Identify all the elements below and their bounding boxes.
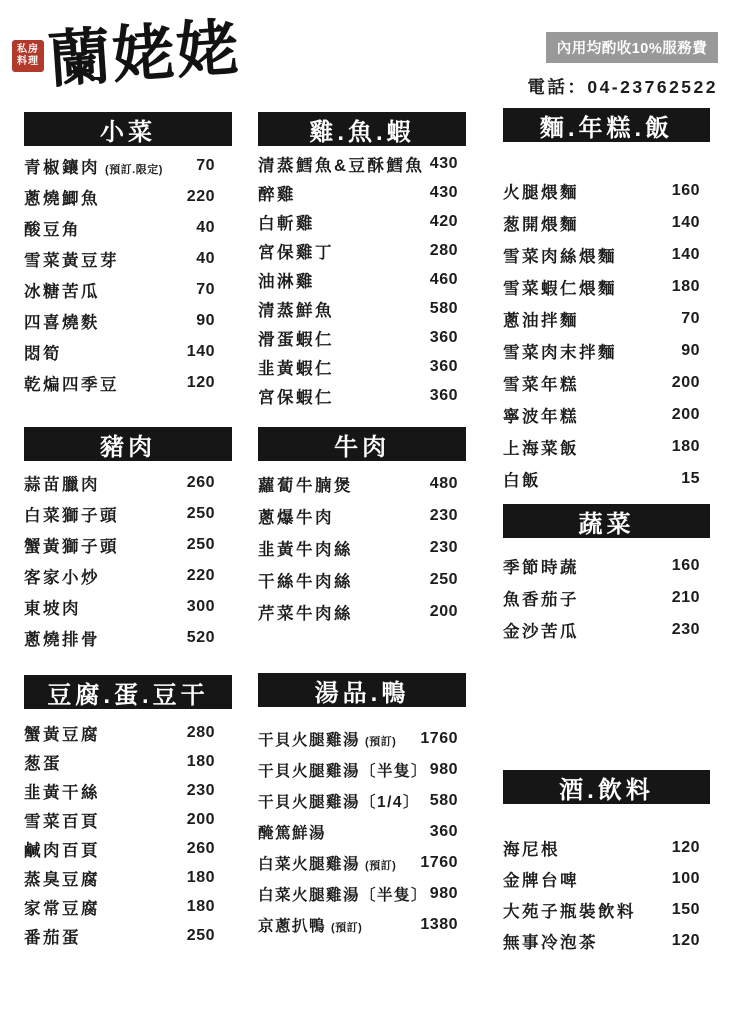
item-price: 1760 — [420, 853, 458, 871]
menu-item-row — [503, 894, 700, 925]
item-name: 青椒鑲肉 (預訂.限定) — [24, 158, 163, 177]
item-name: 鹹肉百頁 — [24, 841, 100, 860]
item-price: 580 — [429, 791, 458, 809]
item-price: 250 — [186, 535, 215, 553]
section-title: 牛肉 — [334, 433, 390, 461]
section-title: 豬肉 — [100, 433, 156, 461]
item-price: 70 — [196, 280, 215, 298]
item-name: 蔥油拌麵 — [503, 312, 579, 330]
menu-item-row — [503, 863, 700, 894]
item-name: 宮保雞丁 — [258, 243, 334, 262]
menu-item-row — [503, 207, 700, 239]
section-header-bar — [258, 112, 466, 146]
item-price: 230 — [429, 539, 458, 556]
menu-section-appetizers — [24, 112, 215, 398]
item-price: 430 — [429, 154, 458, 172]
menu-item-row — [258, 178, 458, 207]
menu-item-row — [503, 614, 700, 646]
section-header-bar — [503, 770, 710, 804]
section-header-bar — [24, 112, 232, 146]
item-name: 番茄蛋 — [24, 928, 81, 947]
menu-item-row — [24, 718, 215, 747]
menu-item-row — [258, 500, 458, 532]
item-name: 白斬雞 — [258, 214, 315, 233]
menu-item-row — [24, 622, 215, 653]
item-name: 葱開煨麵 — [503, 216, 579, 234]
item-name: 大苑子瓶裝飲料 — [503, 902, 636, 921]
item-price: 250 — [186, 504, 215, 522]
section-header-bar — [503, 108, 710, 142]
section-title: 蔬菜 — [578, 510, 635, 538]
menu-item-row — [24, 560, 215, 591]
section-title: 湯品.鴨 — [314, 679, 410, 707]
menu-item-row — [503, 832, 700, 863]
menu-item-row — [258, 785, 458, 816]
phone-number: 電話：04-23762522 — [527, 77, 718, 97]
item-name: 干絲牛肉絲 — [258, 573, 353, 591]
item-price: 260 — [186, 839, 215, 857]
menu-section-tofu-egg — [24, 675, 215, 950]
item-price: 120 — [671, 838, 700, 856]
item-price: 460 — [429, 270, 458, 288]
item-price: 180 — [671, 438, 700, 455]
menu-item-row — [503, 463, 700, 495]
menu-item-row — [24, 212, 215, 243]
item-name: 酸豆角 — [24, 220, 81, 239]
section-item-list — [503, 550, 700, 646]
menu-item-row — [258, 381, 458, 410]
item-price: 180 — [186, 752, 215, 770]
item-name: 雪菜蝦仁煨麵 — [503, 280, 617, 298]
item-note: (預訂) — [365, 735, 397, 748]
menu-item-row — [24, 805, 215, 834]
item-price: 180 — [671, 278, 700, 295]
menu-column-left — [24, 0, 215, 950]
item-note: (預訂) — [365, 859, 397, 872]
item-name: 蔥燒排骨 — [24, 630, 100, 649]
item-name: 蘿蔔牛腩煲 — [258, 477, 353, 495]
menu-item-row — [24, 892, 215, 921]
menu-item-row — [24, 776, 215, 805]
item-name: 蒜苗臘肉 — [24, 475, 100, 494]
menu-item-row — [24, 921, 215, 950]
section-item-list — [503, 832, 700, 956]
item-name: 白菜火腿雞湯 (預訂) — [258, 855, 397, 873]
item-name: 雪菜肉絲煨麵 — [503, 248, 617, 266]
item-price: 360 — [429, 822, 458, 840]
menu-item-row — [24, 150, 215, 181]
item-name: 宮保蝦仁 — [258, 388, 334, 407]
item-price: 360 — [429, 386, 458, 404]
menu-item-row — [24, 274, 215, 305]
restaurant-logo-calligraphy: 蘭姥姥 — [46, 13, 243, 96]
item-name: 悶筍 — [24, 344, 62, 363]
item-price: 180 — [186, 868, 215, 886]
menu-item-row — [24, 467, 215, 498]
item-name: 葱蛋 — [24, 754, 62, 773]
item-name: 醉雞 — [258, 185, 296, 204]
item-price: 230 — [671, 621, 700, 638]
item-name: 海尼根 — [503, 840, 560, 859]
item-name: 金牌台啤 — [503, 871, 579, 890]
item-price: 120 — [671, 931, 700, 949]
menu-item-row — [503, 335, 700, 367]
item-name: 雪菜黃豆芽 — [24, 251, 119, 270]
item-note: (預訂.限定) — [105, 163, 163, 176]
item-name: 蟹黃獅子頭 — [24, 537, 119, 556]
item-price: 210 — [671, 589, 700, 606]
menu-item-row — [503, 303, 700, 335]
section-header-bar — [503, 504, 710, 538]
item-name: 季節時蔬 — [503, 559, 579, 577]
item-name: 雪菜年糕 — [503, 376, 579, 394]
item-price: 140 — [671, 214, 700, 231]
menu-section-soup-duck — [258, 673, 458, 940]
item-price: 430 — [429, 183, 458, 201]
item-price: 580 — [429, 299, 458, 317]
item-price: 70 — [681, 310, 700, 327]
menu-item-row — [258, 909, 458, 940]
item-name: 東坡肉 — [24, 599, 81, 618]
item-name: 韭黃牛肉絲 — [258, 541, 353, 559]
menu-item-row — [258, 564, 458, 596]
item-name: 芹菜牛肉絲 — [258, 605, 353, 623]
menu-item-row — [503, 271, 700, 303]
item-price: 200 — [671, 374, 700, 391]
section-item-list — [258, 723, 458, 940]
item-name: 蔥爆牛肉 — [258, 509, 334, 527]
item-price: 360 — [429, 357, 458, 375]
item-name: 干貝火腿雞湯〔半隻〕 — [258, 762, 429, 780]
menu-item-row — [258, 323, 458, 352]
item-price: 980 — [429, 760, 458, 778]
menu-section-chicken-fish-shrimp — [258, 112, 458, 410]
item-price: 300 — [186, 597, 215, 615]
service-charge-badge: 內用均酌收10%服務費 — [546, 32, 718, 63]
section-item-list — [24, 718, 215, 950]
item-name: 蟹黃豆腐 — [24, 725, 100, 744]
section-item-list — [258, 149, 458, 410]
item-price: 480 — [429, 475, 458, 492]
item-price: 40 — [196, 218, 215, 236]
item-name: 火腿煨麵 — [503, 184, 579, 202]
item-name: 韭黃蝦仁 — [258, 359, 334, 378]
item-name: 干貝火腿雞湯〔1/4〕 — [258, 793, 421, 811]
seal-text-top: 私房 — [17, 43, 39, 55]
menu-item-row — [258, 816, 458, 847]
item-name: 客家小炒 — [24, 568, 100, 587]
item-price: 980 — [429, 884, 458, 902]
item-price: 220 — [186, 566, 215, 584]
menu-item-row — [24, 591, 215, 622]
menu-item-row — [24, 529, 215, 560]
section-item-list — [24, 467, 215, 653]
item-name: 魚香茄子 — [503, 591, 579, 609]
menu-section-pork — [24, 427, 215, 653]
menu-item-row — [503, 431, 700, 463]
item-price: 230 — [186, 781, 215, 799]
section-header-bar — [24, 675, 232, 709]
item-price: 250 — [186, 926, 215, 944]
menu-item-row — [258, 723, 458, 754]
item-name: 寧波年糕 — [503, 408, 579, 426]
menu-section-beef — [258, 427, 458, 628]
menu-item-row — [24, 305, 215, 336]
item-name: 蔥燒鯽魚 — [24, 189, 100, 208]
item-name: 醃篤鮮湯 — [258, 824, 327, 842]
item-name: 冰糖苦瓜 — [24, 282, 100, 301]
item-name: 蒸臭豆腐 — [24, 870, 100, 889]
menu-item-row — [24, 367, 215, 398]
menu-item-row — [258, 149, 458, 178]
item-price: 200 — [671, 406, 700, 423]
item-price: 70 — [196, 156, 215, 174]
item-name: 油淋雞 — [258, 272, 315, 291]
item-price: 280 — [186, 723, 215, 741]
item-price: 1760 — [420, 729, 458, 747]
menu-item-row — [258, 754, 458, 785]
item-name: 雪菜肉末拌麵 — [503, 344, 617, 362]
section-item-list — [503, 175, 700, 495]
item-name: 乾煸四季豆 — [24, 375, 119, 394]
item-name: 京蔥扒鴨 (預訂) — [258, 917, 363, 935]
item-name: 干貝火腿雞湯 (預訂) — [258, 731, 397, 749]
item-name: 金沙苦瓜 — [503, 623, 579, 641]
menu-section-noodles-rice — [503, 108, 700, 495]
section-title: 麵.年糕.飯 — [539, 114, 674, 142]
menu-item-row — [503, 175, 700, 207]
menu-column-middle — [258, 0, 458, 940]
menu-item-row — [258, 596, 458, 628]
item-name: 雪菜百頁 — [24, 812, 100, 831]
item-name: 白菜火腿雞湯〔半隻〕 — [258, 886, 429, 904]
menu-item-row — [258, 294, 458, 323]
item-price: 120 — [186, 373, 215, 391]
section-title: 豆腐.蛋.豆干 — [47, 681, 209, 709]
menu-item-row — [258, 265, 458, 294]
item-name: 白飯 — [503, 472, 541, 490]
menu-column-right — [503, 0, 700, 956]
menu-item-row — [503, 239, 700, 271]
item-name: 清蒸鱈魚&豆酥鱈魚 — [258, 156, 425, 175]
section-header-bar — [24, 427, 232, 461]
item-price: 180 — [186, 897, 215, 915]
menu-item-row — [24, 336, 215, 367]
section-item-list — [24, 150, 215, 398]
section-title: 雞.魚.蝦 — [309, 118, 415, 146]
item-price: 90 — [681, 342, 700, 359]
item-name: 清蒸鮮魚 — [258, 301, 334, 320]
menu-item-row — [24, 747, 215, 776]
menu-item-row — [503, 399, 700, 431]
section-header-bar — [258, 673, 466, 707]
menu-item-row — [24, 834, 215, 863]
menu-item-row — [258, 468, 458, 500]
item-name: 上海菜飯 — [503, 440, 579, 458]
item-price: 230 — [429, 507, 458, 524]
item-price: 140 — [186, 342, 215, 360]
section-title: 酒.飲料 — [559, 776, 654, 804]
item-price: 90 — [196, 311, 215, 329]
item-name: 家常豆腐 — [24, 899, 100, 918]
menu-item-row — [24, 863, 215, 892]
menu-item-row — [24, 498, 215, 529]
menu-item-row — [258, 352, 458, 381]
item-price: 420 — [429, 212, 458, 230]
item-price: 1380 — [420, 915, 458, 933]
item-price: 220 — [186, 187, 215, 205]
item-name: 滑蛋蝦仁 — [258, 330, 334, 349]
menu-item-row — [24, 243, 215, 274]
menu-item-row — [503, 367, 700, 399]
menu-item-row — [258, 878, 458, 909]
item-price: 140 — [671, 246, 700, 263]
item-price: 280 — [429, 241, 458, 259]
item-price: 160 — [671, 182, 700, 199]
menu-item-row — [258, 207, 458, 236]
item-price: 150 — [671, 900, 700, 918]
menu-item-row — [24, 181, 215, 212]
section-title: 小菜 — [100, 118, 156, 146]
item-price: 15 — [681, 470, 700, 487]
menu-section-vegetables — [503, 504, 700, 646]
section-item-list — [258, 468, 458, 628]
item-name: 無事冷泡茶 — [503, 933, 598, 952]
menu-item-row — [258, 236, 458, 265]
item-price: 40 — [196, 249, 215, 267]
item-price: 160 — [671, 557, 700, 574]
item-note: (預訂) — [331, 921, 363, 934]
menu-section-drinks — [503, 770, 700, 956]
item-name: 白菜獅子頭 — [24, 506, 119, 525]
item-price: 520 — [186, 628, 215, 646]
seal-text-bottom: 料理 — [17, 56, 39, 67]
item-price: 260 — [186, 473, 215, 491]
menu-item-row — [258, 847, 458, 878]
menu-item-row — [503, 925, 700, 956]
item-price: 200 — [429, 603, 458, 620]
item-price: 250 — [429, 571, 458, 588]
item-price: 360 — [429, 328, 458, 346]
item-name: 韭黃干絲 — [24, 783, 100, 802]
menu-item-row — [503, 582, 700, 614]
item-price: 100 — [671, 869, 700, 887]
menu-item-row — [258, 532, 458, 564]
menu-item-row — [503, 550, 700, 582]
section-header-bar — [258, 427, 466, 461]
item-name: 四喜燒麩 — [24, 313, 100, 332]
item-price: 200 — [186, 810, 215, 828]
